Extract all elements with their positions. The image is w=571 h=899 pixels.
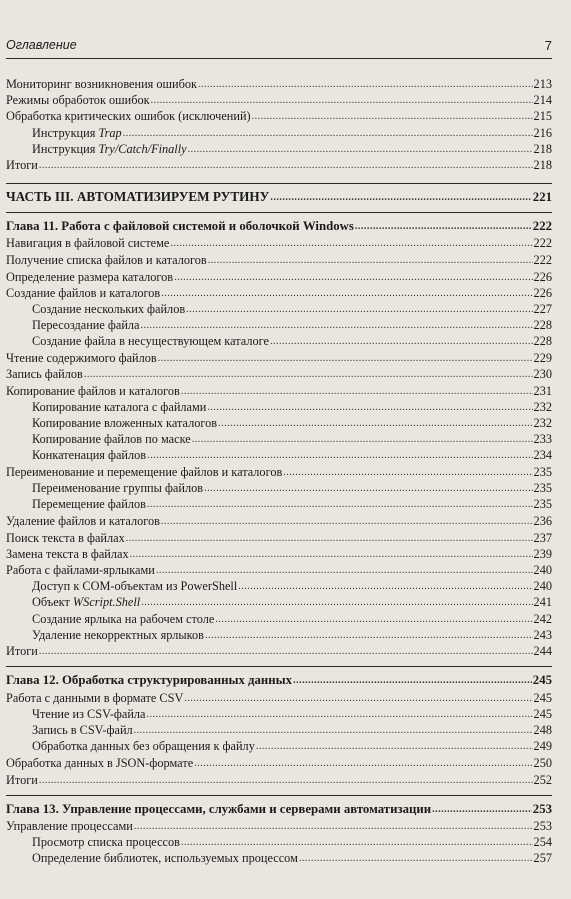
toc-entry-title: Удаление некорректных ярлыков xyxy=(32,628,204,642)
toc-entry-title: Инструкция Try/Catch/Finally xyxy=(32,142,187,156)
toc-page-number: 257 xyxy=(533,851,552,865)
dot-leader xyxy=(134,821,533,833)
toc-page-number: 253 xyxy=(533,819,552,833)
toc-entry-title: Глава 12. Обработка структурированных данных xyxy=(6,673,293,687)
toc-page-number: 226 xyxy=(533,286,552,300)
toc-entry[interactable] xyxy=(6,365,552,381)
toc-entry[interactable] xyxy=(6,463,552,479)
toc-entry[interactable] xyxy=(32,300,552,316)
toc-entry-title: Конкатенация файлов xyxy=(32,448,147,462)
toc-entry[interactable] xyxy=(6,754,552,770)
toc-chapter[interactable] xyxy=(6,217,552,233)
toc-page-number: 249 xyxy=(533,739,552,753)
toc-entry-title: Копирование файлов по маске xyxy=(32,432,191,446)
toc-page-number: 222 xyxy=(533,236,552,250)
dot-leader xyxy=(432,804,532,816)
dot-leader xyxy=(134,725,533,737)
dot-leader xyxy=(192,434,533,446)
header-title: Оглавление xyxy=(6,38,77,52)
dot-leader xyxy=(256,741,533,753)
toc-page-number: 228 xyxy=(533,334,552,348)
toc-entry[interactable] xyxy=(6,268,552,284)
toc-entry[interactable] xyxy=(32,316,552,332)
toc-entry[interactable] xyxy=(6,529,552,545)
dot-leader xyxy=(181,386,533,398)
toc-entry[interactable] xyxy=(32,577,552,593)
dot-leader xyxy=(156,565,533,577)
toc-entry-title: Глава 11. Работа с файловой системой и оболочкой Windows xyxy=(6,219,354,233)
toc-page-number: 242 xyxy=(533,612,552,626)
toc-page-number: 252 xyxy=(533,773,552,787)
toc-entry[interactable] xyxy=(6,689,552,705)
toc-entry-title: Определение библиотек, используемых процессом xyxy=(32,851,298,865)
dot-leader xyxy=(188,144,533,156)
toc-entry-title: Замена текста в файлах xyxy=(6,547,129,561)
dot-leader xyxy=(123,128,533,140)
toc-page-number: 235 xyxy=(533,497,552,511)
toc-entry[interactable] xyxy=(32,833,552,849)
toc-page-number: 216 xyxy=(533,126,552,140)
dot-leader xyxy=(252,111,533,123)
toc-entry-title: Получение списка файлов и каталогов xyxy=(6,253,207,267)
toc-entry-title: Пересоздание файла xyxy=(32,318,140,332)
toc-entry-title: Создание нескольких файлов xyxy=(32,302,186,316)
toc-page-number: 228 xyxy=(533,318,552,332)
dot-leader xyxy=(299,853,533,865)
toc-page-number: 237 xyxy=(533,531,552,545)
toc-page-number: 226 xyxy=(533,270,552,284)
section-rule xyxy=(6,212,552,213)
dot-leader xyxy=(39,775,533,787)
toc-entry[interactable] xyxy=(6,91,552,107)
toc-page-number: 222 xyxy=(532,219,552,233)
toc-page-number: 239 xyxy=(533,547,552,561)
toc-entry[interactable] xyxy=(6,156,552,172)
toc-page-number: 245 xyxy=(533,707,552,721)
toc-part[interactable] xyxy=(6,188,552,204)
toc-entry-title: Работа с файлами-ярлыками xyxy=(6,563,155,577)
dot-leader xyxy=(207,402,532,414)
toc-entry[interactable] xyxy=(32,124,552,140)
dot-leader xyxy=(147,709,533,721)
toc-entry-title: Итоги xyxy=(6,644,38,658)
section-rule xyxy=(6,795,552,796)
toc-entry-title: Инструкция Trap xyxy=(32,126,122,140)
toc-page-number: 213 xyxy=(533,77,552,91)
toc-entry[interactable] xyxy=(6,771,552,787)
toc-entry[interactable] xyxy=(32,610,552,626)
dot-leader xyxy=(130,549,533,561)
toc-page-number: 254 xyxy=(533,835,552,849)
toc-entry-title: Создание файла в несуществующем каталоге xyxy=(32,334,269,348)
toc-page-number: 234 xyxy=(533,448,552,462)
dot-leader xyxy=(186,304,532,316)
toc-entry[interactable] xyxy=(32,398,552,414)
dot-leader xyxy=(218,418,532,430)
toc-entry-title: Обработка критических ошибок (исключений) xyxy=(6,109,251,123)
toc-page-number: 232 xyxy=(533,416,552,430)
dot-leader xyxy=(126,533,533,545)
toc-entry-title: Поиск текста в файлах xyxy=(6,531,125,545)
toc-entry[interactable] xyxy=(32,430,552,446)
toc-entry-title: Навигация в файловой системе xyxy=(6,236,170,250)
toc-entry-title: Чтение из CSV-файла xyxy=(32,707,146,721)
toc-entry[interactable] xyxy=(32,479,552,495)
section-rule xyxy=(6,666,552,667)
toc-page-number: 221 xyxy=(532,190,552,204)
toc-page-number: 240 xyxy=(533,579,552,593)
toc-entry[interactable] xyxy=(6,512,552,528)
toc-entry-title: Глава 13. Управление процессами, службами и серверами автоматизации xyxy=(6,802,432,816)
dot-leader xyxy=(161,288,532,300)
toc-entry-title: ЧАСТЬ III. АВТОМАТИЗИРУЕМ РУТИНУ xyxy=(6,189,270,204)
toc-entry-title: Работа с данными в формате CSV xyxy=(6,691,184,705)
toc-entry[interactable] xyxy=(32,626,552,642)
dot-leader xyxy=(198,79,533,91)
toc-entry-title: Копирование файлов и каталогов xyxy=(6,384,180,398)
section-rule xyxy=(6,183,552,184)
dot-leader xyxy=(147,450,532,462)
toc-page-number: 248 xyxy=(533,723,552,737)
toc-page-number: 231 xyxy=(533,384,552,398)
toc-page-number: 253 xyxy=(532,802,552,816)
toc-entry-title: Просмотр списка процессов xyxy=(32,835,180,849)
header-page-number: 7 xyxy=(544,38,552,53)
dot-leader xyxy=(215,614,532,626)
toc-entry[interactable] xyxy=(6,642,552,658)
toc-entry-title: Запись в CSV-файл xyxy=(32,723,133,737)
toc-page-number: 245 xyxy=(533,691,552,705)
dot-leader xyxy=(84,369,533,381)
toc-entry-title: Доступ к COM-объектам из PowerShell xyxy=(32,579,238,593)
dot-leader xyxy=(208,255,533,267)
dot-leader xyxy=(147,499,533,511)
toc-page-number: 230 xyxy=(533,367,552,381)
dot-leader xyxy=(204,483,532,495)
dot-leader xyxy=(170,238,532,250)
toc-entry[interactable] xyxy=(32,721,552,737)
dot-leader xyxy=(151,95,533,107)
toc-entry[interactable] xyxy=(6,545,552,561)
toc-entry[interactable] xyxy=(6,251,552,267)
toc-entry-title: Управление процессами xyxy=(6,819,133,833)
dot-leader xyxy=(161,516,533,528)
dot-leader xyxy=(205,630,533,642)
toc-entry-title: Режимы обработок ошибок xyxy=(6,93,150,107)
toc-entry-title: Переименование группы файлов xyxy=(32,481,204,495)
toc-entry[interactable] xyxy=(32,140,552,156)
toc-entry-title: Обработка данных без обращения к файлу xyxy=(32,739,255,753)
toc-entry[interactable] xyxy=(6,284,552,300)
toc-entry-title: Мониторинг возникновения ошибок xyxy=(6,77,197,91)
toc-page-number: 232 xyxy=(533,400,552,414)
toc-chapter[interactable] xyxy=(6,671,552,687)
toc-entry-title: Копирование вложенных каталогов xyxy=(32,416,218,430)
dot-leader xyxy=(238,581,532,593)
toc-page-number: 218 xyxy=(533,142,552,156)
dot-leader xyxy=(283,467,532,479)
dot-leader xyxy=(184,693,532,705)
toc-entry-title: Чтение содержимого файлов xyxy=(6,351,157,365)
toc-entry[interactable] xyxy=(6,561,552,577)
dot-leader xyxy=(270,192,531,204)
toc-entry-title: Запись файлов xyxy=(6,367,83,381)
toc-entry[interactable] xyxy=(6,107,552,123)
toc-entry-title: Итоги xyxy=(6,158,38,172)
toc-page-number: 218 xyxy=(533,158,552,172)
dot-leader xyxy=(293,675,532,687)
toc-entry-title: Переименование и перемещение файлов и каталогов xyxy=(6,465,283,479)
dot-leader xyxy=(174,272,532,284)
dot-leader xyxy=(39,646,533,658)
toc-page-number: 233 xyxy=(533,432,552,446)
toc-page-number: 222 xyxy=(533,253,552,267)
toc-entry[interactable] xyxy=(32,446,552,462)
toc-entry-title: Создание ярлыка на рабочем столе xyxy=(32,612,215,626)
toc-entry-title: Обработка данных в JSON-формате xyxy=(6,756,194,770)
toc-page-number: 235 xyxy=(533,481,552,495)
toc-entry-title: Определение размера каталогов xyxy=(6,270,174,284)
toc-page-number: 227 xyxy=(533,302,552,316)
toc-entry[interactable] xyxy=(6,817,552,833)
dot-leader xyxy=(141,320,533,332)
toc-entry[interactable] xyxy=(32,495,552,511)
toc-entry[interactable] xyxy=(32,332,552,348)
dot-leader xyxy=(355,221,532,233)
toc-page-number: 215 xyxy=(533,109,552,123)
toc-page-number: 250 xyxy=(533,756,552,770)
dot-leader xyxy=(141,597,532,609)
toc-entry-title: Удаление файлов и каталогов xyxy=(6,514,160,528)
toc-entry[interactable] xyxy=(6,234,552,250)
toc-chapter[interactable] xyxy=(6,800,552,816)
toc-entry[interactable] xyxy=(32,414,552,430)
toc-entry[interactable] xyxy=(6,75,552,91)
toc-page-number: 243 xyxy=(533,628,552,642)
toc-page-number: 214 xyxy=(533,93,552,107)
toc-entry[interactable] xyxy=(32,849,552,865)
toc-entry[interactable] xyxy=(6,349,552,365)
dot-leader xyxy=(194,758,532,770)
toc-entry-title: Итоги xyxy=(6,773,38,787)
dot-leader xyxy=(39,160,533,172)
toc-page-number: 229 xyxy=(533,351,552,365)
toc-entry-title: Создание файлов и каталогов xyxy=(6,286,161,300)
toc-page-number: 244 xyxy=(533,644,552,658)
toc-page-number: 241 xyxy=(533,595,552,609)
dot-leader xyxy=(158,353,533,365)
dot-leader xyxy=(181,837,533,849)
toc-entry-title: Перемещение файлов xyxy=(32,497,146,511)
toc-entry-title: Копирование каталога с файлами xyxy=(32,400,207,414)
dot-leader xyxy=(270,336,533,348)
toc-page-number: 235 xyxy=(533,465,552,479)
toc-page-number: 240 xyxy=(533,563,552,577)
toc-entry[interactable] xyxy=(32,705,552,721)
toc-page-number: 236 xyxy=(533,514,552,528)
toc-entry[interactable] xyxy=(32,737,552,753)
toc-page-number: 245 xyxy=(532,673,552,687)
toc-entry[interactable] xyxy=(32,593,552,609)
toc-entry[interactable] xyxy=(6,382,552,398)
toc-entry-title: Объект WScript.Shell xyxy=(32,595,141,609)
